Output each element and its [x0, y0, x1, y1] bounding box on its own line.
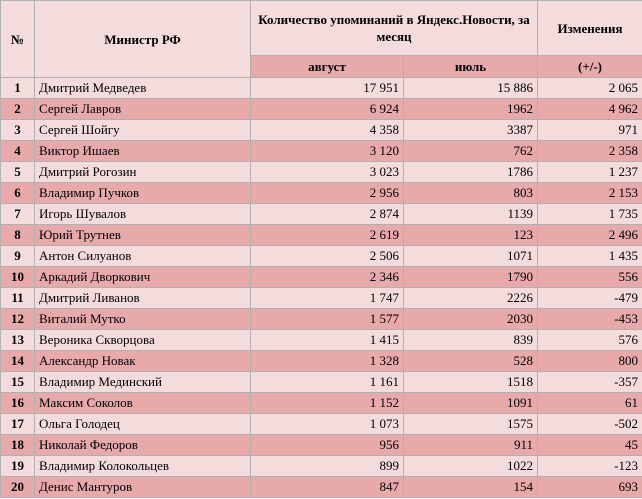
july-count: 1575: [404, 414, 538, 435]
row-number: 13: [1, 330, 35, 351]
minister-name: Юрий Трутнев: [35, 225, 251, 246]
table-row: [1, 414, 642, 435]
july-count: 154: [404, 477, 538, 498]
august-count: 1 577: [251, 309, 404, 330]
minister-name: Аркадий Дворкович: [35, 267, 251, 288]
change-value: 2 358: [538, 141, 642, 162]
row-number: 16: [1, 393, 35, 414]
row-number: 2: [1, 99, 35, 120]
august-count: 2 874: [251, 204, 404, 225]
row-number: 6: [1, 183, 35, 204]
change-value: 556: [538, 267, 642, 288]
change-value: 1 735: [538, 204, 642, 225]
header-minister: Министр РФ: [35, 1, 251, 78]
row-number: 14: [1, 351, 35, 372]
row-number: 3: [1, 120, 35, 141]
august-count: 847: [251, 477, 404, 498]
row-number: 12: [1, 309, 35, 330]
row-number: 10: [1, 267, 35, 288]
change-value: 1 237: [538, 162, 642, 183]
table-body: [1, 78, 642, 498]
minister-name: Владимир Колокольцев: [35, 456, 251, 477]
july-count: 2030: [404, 309, 538, 330]
august-count: 2 506: [251, 246, 404, 267]
august-count: 1 152: [251, 393, 404, 414]
july-count: 1022: [404, 456, 538, 477]
july-count: 3387: [404, 120, 538, 141]
change-value: 2 065: [538, 78, 642, 99]
august-count: 3 120: [251, 141, 404, 162]
table-row: [1, 393, 642, 414]
july-count: 911: [404, 435, 538, 456]
minister-name: Дмитрий Ливанов: [35, 288, 251, 309]
header-july: июль: [404, 56, 538, 78]
row-number: 9: [1, 246, 35, 267]
table-row: [1, 288, 642, 309]
july-count: 2226: [404, 288, 538, 309]
table-row: [1, 435, 642, 456]
minister-name: Игорь Шувалов: [35, 204, 251, 225]
july-count: 1962: [404, 99, 538, 120]
change-value: -502: [538, 414, 642, 435]
july-count: 123: [404, 225, 538, 246]
minister-name: Сергей Шойгу: [35, 120, 251, 141]
change-value: 4 962: [538, 99, 642, 120]
header-number: №: [1, 1, 35, 78]
july-count: 15 886: [404, 78, 538, 99]
august-count: 899: [251, 456, 404, 477]
minister-name: Ольга Голодец: [35, 414, 251, 435]
minister-name: Виталий Мутко: [35, 309, 251, 330]
row-number: 19: [1, 456, 35, 477]
august-count: 1 073: [251, 414, 404, 435]
minister-name: Александр Новак: [35, 351, 251, 372]
july-count: 1091: [404, 393, 538, 414]
table-row: [1, 204, 642, 225]
change-value: 800: [538, 351, 642, 372]
change-value: 2 496: [538, 225, 642, 246]
row-number: 18: [1, 435, 35, 456]
change-value: 61: [538, 393, 642, 414]
july-count: 1139: [404, 204, 538, 225]
august-count: 2 619: [251, 225, 404, 246]
minister-name: Дмитрий Рогозин: [35, 162, 251, 183]
minister-name: Вероника Скворцова: [35, 330, 251, 351]
minister-name: Денис Мантуров: [35, 477, 251, 498]
minister-name: Виктор Ишаев: [35, 141, 251, 162]
row-number: 20: [1, 477, 35, 498]
row-number: 4: [1, 141, 35, 162]
minister-name: Антон Силуанов: [35, 246, 251, 267]
table-row: [1, 162, 642, 183]
header-changes: Изменения: [538, 1, 642, 56]
july-count: 1071: [404, 246, 538, 267]
august-count: 1 328: [251, 351, 404, 372]
change-value: 2 153: [538, 183, 642, 204]
header-mentions: Количество упоминаний в Яндекс.Новости, за месяц: [251, 1, 538, 56]
table-row: [1, 309, 642, 330]
table-row: [1, 477, 642, 498]
row-number: 11: [1, 288, 35, 309]
change-value: 576: [538, 330, 642, 351]
row-number: 15: [1, 372, 35, 393]
header-changes-unit: (+/-): [538, 56, 642, 78]
table-row: [1, 330, 642, 351]
table-row: [1, 120, 642, 141]
table-row: [1, 225, 642, 246]
august-count: 2 956: [251, 183, 404, 204]
minister-name: Владимир Пучков: [35, 183, 251, 204]
august-count: 17 951: [251, 78, 404, 99]
minister-name: Сергей Лавров: [35, 99, 251, 120]
july-count: 803: [404, 183, 538, 204]
row-number: 1: [1, 78, 35, 99]
change-value: 971: [538, 120, 642, 141]
row-number: 8: [1, 225, 35, 246]
july-count: 839: [404, 330, 538, 351]
minister-name: Владимир Мединский: [35, 372, 251, 393]
change-value: -479: [538, 288, 642, 309]
table-row: [1, 267, 642, 288]
change-value: 1 435: [538, 246, 642, 267]
table-row: [1, 99, 642, 120]
minister-name: Максим Соколов: [35, 393, 251, 414]
july-count: 762: [404, 141, 538, 162]
table-header: [1, 1, 642, 78]
table-row: [1, 78, 642, 99]
minister-name: Дмитрий Медведев: [35, 78, 251, 99]
august-count: 1 747: [251, 288, 404, 309]
change-value: -123: [538, 456, 642, 477]
august-count: 1 161: [251, 372, 404, 393]
july-count: 1518: [404, 372, 538, 393]
august-count: 4 358: [251, 120, 404, 141]
table-row: [1, 372, 642, 393]
july-count: 1786: [404, 162, 538, 183]
change-value: -357: [538, 372, 642, 393]
table-row: [1, 141, 642, 162]
table-row: [1, 246, 642, 267]
august-count: 956: [251, 435, 404, 456]
table-row: [1, 183, 642, 204]
row-number: 7: [1, 204, 35, 225]
july-count: 1790: [404, 267, 538, 288]
minister-name: Николай Федоров: [35, 435, 251, 456]
august-count: 1 415: [251, 330, 404, 351]
august-count: 6 924: [251, 99, 404, 120]
change-value: 693: [538, 477, 642, 498]
august-count: 3 023: [251, 162, 404, 183]
august-count: 2 346: [251, 267, 404, 288]
change-value: 45: [538, 435, 642, 456]
table-row: [1, 456, 642, 477]
change-value: -453: [538, 309, 642, 330]
july-count: 528: [404, 351, 538, 372]
row-number: 5: [1, 162, 35, 183]
row-number: 17: [1, 414, 35, 435]
header-august: август: [251, 56, 404, 78]
table-row: [1, 351, 642, 372]
